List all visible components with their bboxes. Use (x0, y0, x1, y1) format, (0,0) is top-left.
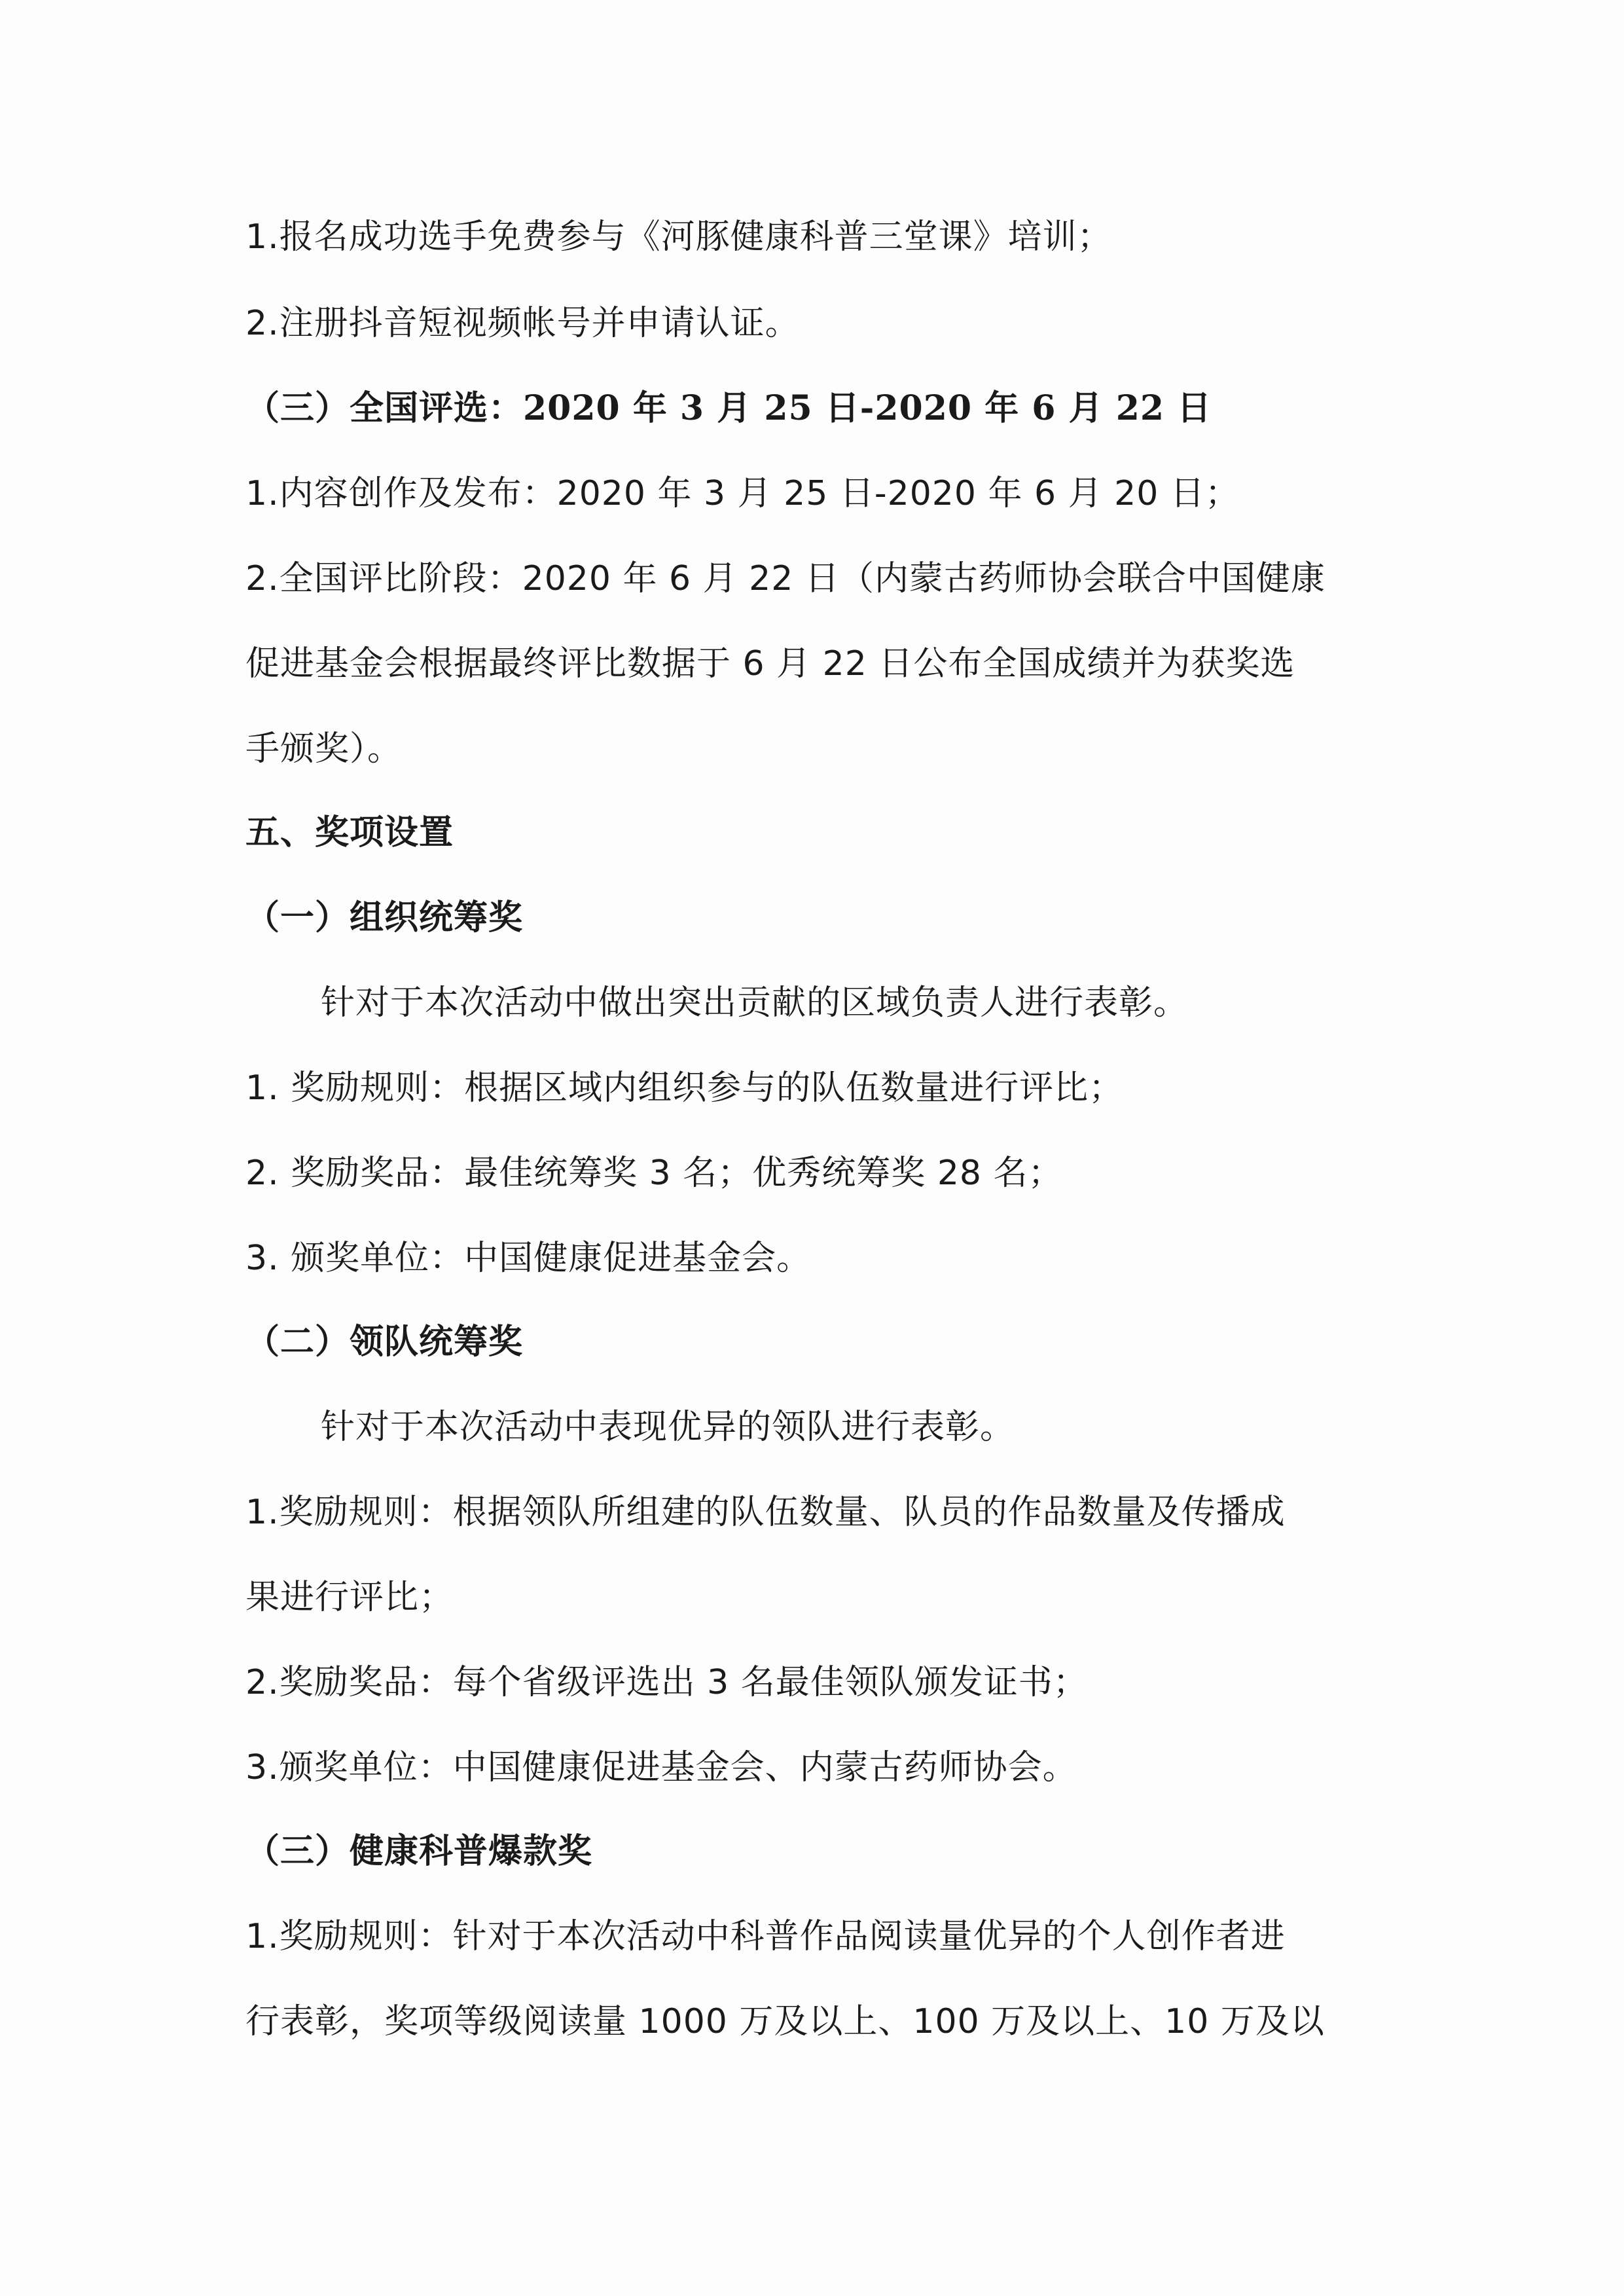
paragraph-line: 手颁奖）。 (245, 729, 403, 769)
paragraph-line: 行表彰，奖项等级阅读量 1000 万及以上、100 万及以上、10 万及以 (245, 2002, 1325, 2041)
paragraph-line: 2.注册抖音短视频帐号并申请认证。 (245, 304, 800, 343)
paragraph-line: 1. 奖励规则：根据区域内组织参与的队伍数量进行评比； (245, 1068, 1124, 1108)
paragraph-line: 2. 奖励奖品：最佳统筹奖 3 名；优秀统筹奖 28 名； (245, 1154, 1063, 1193)
paragraph-line: 3. 颁奖单位：中国健康促进基金会。 (245, 1239, 812, 1278)
subsection-heading: （二）领队统筹奖 (245, 1322, 524, 1362)
paragraph-line: 1.报名成功选手免费参与《河豚健康科普三堂课》培训； (245, 217, 1112, 257)
paragraph-line: 1.内容创作及发布：2020 年 3 月 25 日-2020 年 6 月 20 日； (245, 474, 1240, 513)
paragraph-line: 针对于本次活动中表现优异的领队进行表彰。 (321, 1408, 1015, 1447)
paragraph-line: 2.全国评比阶段：2020 年 6 月 22 日（内蒙古药师协会联合中国健康 (245, 559, 1326, 598)
paragraph-line: 1.奖励规则：根据领队所组建的队伍数量、队员的作品数量及传播成 (245, 1493, 1286, 1532)
subsection-heading: （一）组织统筹奖 (245, 898, 524, 938)
paragraph-line: 3.颁奖单位：中国健康促进基金会、内蒙古药师协会。 (245, 1748, 1077, 1787)
paragraph-line: 果进行评比； (245, 1578, 454, 1617)
section-heading: （三）全国评选：2020 年 3 月 25 日-2020 年 6 月 22 日 (245, 388, 1212, 428)
paragraph-line: 2.奖励奖品：每个省级评选出 3 名最佳领队颁发证书； (245, 1663, 1088, 1702)
paragraph-line: 针对于本次活动中做出突出贡献的区域负责人进行表彰。 (321, 983, 1189, 1023)
section-heading: 五、奖项设置 (245, 813, 454, 852)
paragraph-line: 促进基金会根据最终评比数据于 6 月 22 日公布全国成绩并为获奖选 (245, 644, 1295, 683)
subsection-heading: （三）健康科普爆款奖 (245, 1832, 593, 1871)
paragraph-line: 1.奖励规则：针对于本次活动中科普作品阅读量优异的个人创作者进 (245, 1917, 1286, 1956)
